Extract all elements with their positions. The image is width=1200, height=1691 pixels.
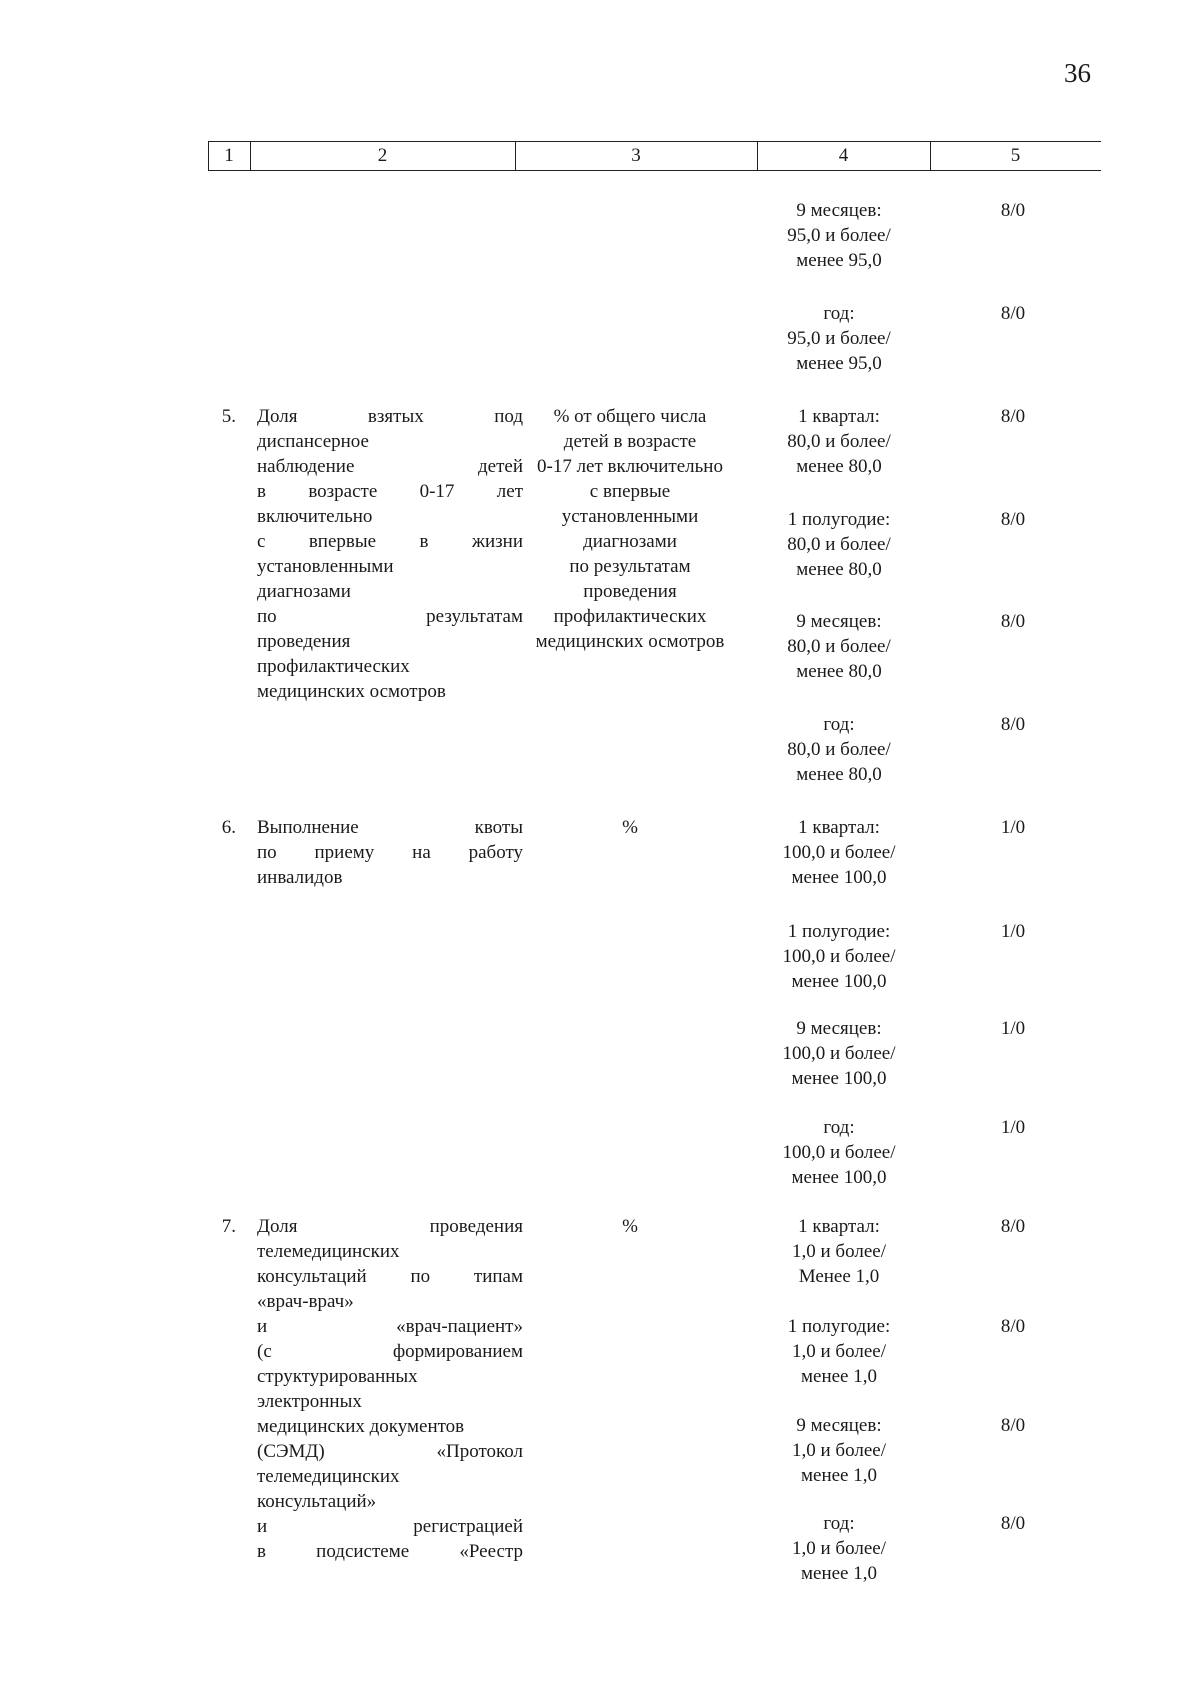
indicator-name-line: в возрасте 0-17 лет [257,481,523,502]
indicator-name-line: и регистрацией [257,1516,523,1537]
row-number: 5. [221,406,236,427]
period-value: год: 95,0 и более/ менее 95,0 [787,303,891,374]
indicator-name-line: Выполнение квоты [257,817,523,838]
score: 1/0 [1000,817,1026,838]
header-col-5: 5 [1010,145,1021,166]
period-value: 1 полугодие: 100,0 и более/ менее 100,0 [782,921,896,992]
indicator-name-line: телемедицинских [257,1466,400,1487]
unit-line: медицинских осмотров [535,631,725,652]
period-value: 1 полугодие: 80,0 и более/ менее 80,0 [787,509,891,580]
period-value: 9 месяцев: 100,0 и более/ менее 100,0 [782,1018,896,1089]
unit-line: установленными [561,506,699,527]
period-value: 9 месяцев: 1,0 и более/ менее 1,0 [792,1415,886,1486]
indicator-name-line: по приему на работу [257,842,523,863]
unit-line: детей в возрасте [563,431,697,452]
header-col-2: 2 [377,145,388,166]
unit-line: % от общего числа [553,406,707,427]
indicator-name-line: диагнозами [257,581,351,602]
indicator-name-line: медицинских документов [257,1416,465,1437]
indicator-name-line: консультаций по типам [257,1266,523,1287]
indicator-name-line: инвалидов [257,867,343,888]
indicator-name-line: в подсистеме «Реестр [257,1541,523,1562]
score: 8/0 [1000,611,1026,632]
period-value: 1 квартал: 100,0 и более/ менее 100,0 [782,817,896,888]
indicator-name-line: диспансерное [257,431,369,452]
period-value: 1 полугодие: 1,0 и более/ менее 1,0 [787,1316,891,1387]
score: 8/0 [1000,1513,1026,1534]
unit-line: по результатам [569,556,691,577]
indicator-name-line: профилактических [257,656,410,677]
period-value: 1 квартал: 1,0 и более/ Менее 1,0 [792,1216,886,1287]
indicator-name-line: телемедицинских [257,1241,400,1262]
indicator-name-line: Доля проведения [257,1216,523,1237]
indicator-name-line: с впервые в жизни [257,531,523,552]
indicator-name-line: по результатам [257,606,523,627]
indicator-name-line: «врач-врач» [257,1291,354,1312]
unit-of-measure [510,815,750,840]
score: 8/0 [1000,1415,1026,1436]
score: 1/0 [1000,1018,1026,1039]
unit-of-measure [510,1214,750,1239]
indicator-name-line: электронных [257,1391,362,1412]
page-number: 36 [1064,58,1091,88]
period-value: год: 80,0 и более/ менее 80,0 [787,714,891,785]
unit-line: профилактических [553,606,707,627]
unit-line: проведения [583,581,677,602]
score: 8/0 [1000,303,1026,324]
score: 8/0 [1000,1216,1026,1237]
unit-line: 0-17 лет включительно [537,456,723,477]
unit-line: диагнозами [583,531,677,552]
indicator-name-line: наблюдение детей [257,456,523,477]
row-number: 7. [221,1216,236,1237]
period-value: 9 месяцев: 80,0 и более/ менее 80,0 [787,611,891,682]
score: 8/0 [1000,509,1026,530]
indicator-name-line: (СЭМД) «Протокол [257,1441,523,1462]
score: 1/0 [1000,921,1026,942]
score: 1/0 [1000,1117,1026,1138]
period-value: 9 месяцев: 95,0 и более/ менее 95,0 [787,200,891,271]
indicator-name [257,1214,523,1564]
unit-of-measure [510,404,750,654]
header-col-1: 1 [224,145,234,166]
header-top-rule [208,141,1101,142]
score: 8/0 [1000,714,1026,735]
indicator-name [257,404,523,704]
score: 8/0 [1000,406,1026,427]
indicator-name-line: структурированных [257,1366,418,1387]
indicator-name-line: включительно [257,506,373,527]
header-bottom-rule [208,170,1101,171]
indicator-name-line: и «врач-пациент» [257,1316,523,1337]
unit-line: % [622,817,638,838]
indicator-name-line: установленными [257,556,394,577]
unit-line: с впервые [589,481,671,502]
indicator-name-line: проведения [257,631,351,652]
period-value: 1 квартал: 80,0 и более/ менее 80,0 [787,406,891,477]
indicator-name-line: медицинских осмотров [257,681,446,702]
header-col-3: 3 [631,145,641,166]
indicator-name-line: Доля взятых под [257,406,523,427]
period-value: год: 1,0 и более/ менее 1,0 [792,1513,886,1584]
score: 8/0 [1000,200,1026,221]
indicator-name-line: консультаций» [257,1491,377,1512]
score: 8/0 [1000,1316,1026,1337]
period-value: год: 100,0 и более/ менее 100,0 [782,1117,896,1188]
row-number: 6. [221,817,236,838]
indicator-name-line: (с формированием [257,1341,523,1362]
unit-line: % [622,1216,638,1237]
header-col-4: 4 [838,145,849,166]
indicator-name [257,815,523,890]
